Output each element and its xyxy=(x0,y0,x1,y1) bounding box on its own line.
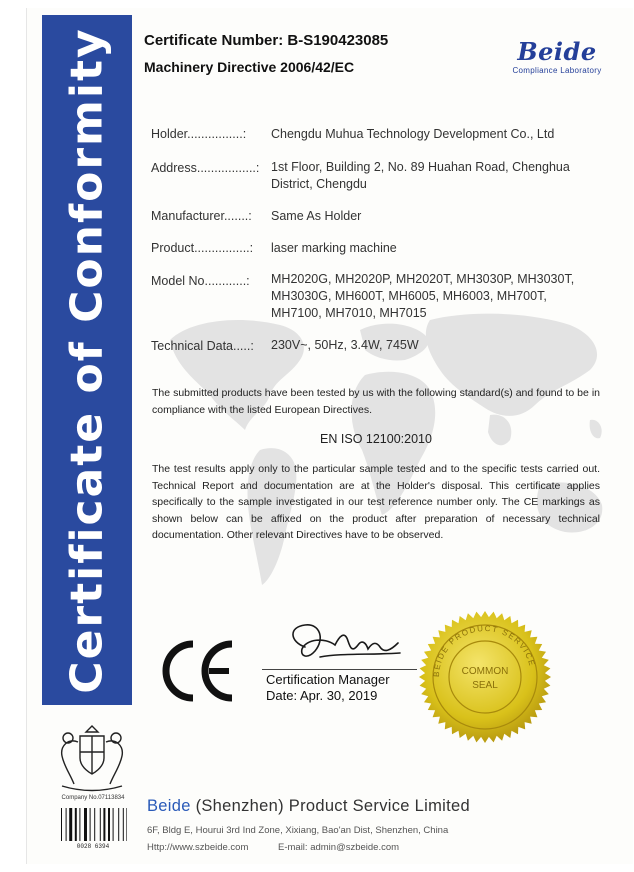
holder-label: Holder................: xyxy=(151,127,247,141)
footer-address: 6F, Bldg E, Hourui 3rd Ind Zone, Xixiang, Bao'an Dist, Shenzhen, China xyxy=(147,825,449,836)
manufacturer-label: Manufacturer.......: xyxy=(151,209,252,223)
certificate-notes: The test results apply only to the particular sample tested and to the specific tests carried out. Technical Report and documentation are at the Holder's disposal. This certificate applies specifically to the sample investigated in our test reference number only. The CE markings as shown below can be affixed on the product after preparation of necessary technical documentation. Other relevant Directives have to be observed. xyxy=(152,463,600,541)
product-value: laser marking machine xyxy=(271,241,397,255)
compliance-statement: The submitted products have been tested by us with the following standard(s) and found to be in compliance with the listed European Directives. xyxy=(152,387,600,416)
standard-reference: EN ISO 12100:2010 xyxy=(320,432,432,446)
seal-center-line2: SEAL xyxy=(472,680,498,691)
holder-value: Chengdu Muhua Technology Development Co., Ltd xyxy=(271,127,555,141)
directive-title: Machinery Directive 2006/42/EC xyxy=(144,59,355,75)
model-no-label: Model No............: xyxy=(151,274,250,288)
product-label: Product................: xyxy=(151,241,254,255)
logo-subtitle: Compliance Laboratory xyxy=(512,66,602,75)
sidebar-banner xyxy=(42,15,132,705)
gold-seal-icon xyxy=(418,610,552,744)
barcode-number: 0028 6394 xyxy=(76,843,110,849)
signatory-title: Certification Manager xyxy=(266,672,390,687)
beide-logo xyxy=(502,37,612,75)
footer-company-name xyxy=(147,797,470,816)
logo-name: Beide xyxy=(517,37,597,66)
manufacturer-value: Same As Holder xyxy=(271,209,362,223)
royal-crest-icon xyxy=(48,720,136,796)
address-label: Address.................: xyxy=(151,161,260,175)
barcode-icon xyxy=(59,807,127,849)
technical-data-label: Technical Data.....: xyxy=(151,339,254,353)
technical-data-value: 230V~, 50Hz, 3.4W, 745W xyxy=(271,338,419,352)
company-number: Company No.07113834 xyxy=(61,795,125,801)
footer-website: Http://www.szbeide.com xyxy=(147,842,249,853)
signature-line xyxy=(262,669,417,670)
footer-company-rest: (Shenzhen) Product Service Limited xyxy=(190,797,470,815)
footer-brand: Beide xyxy=(147,797,191,815)
model-no-value: MH2020G, MH2020P, MH2020T, MH3030P, MH3030T, MH3030G, MH600T, MH6005, MH6003, MH700T, MH7100, MH7010, MH7015 xyxy=(271,272,575,320)
seal-center-line1: COMMON xyxy=(461,666,509,677)
seal-ring-text: BEIDE PRODUCT SERVICE xyxy=(431,623,537,678)
address-value: 1st Floor, Building 2, No. 89 Huahan Road, Chenghua District, Chengdu xyxy=(271,160,570,191)
ce-mark-icon xyxy=(157,636,235,706)
certificate-date: Date: Apr. 30, 2019 xyxy=(266,688,378,703)
certificate-number: Certificate Number: B-S190423085 xyxy=(144,32,389,49)
footer-email: E-mail: admin@szbeide.com xyxy=(278,842,400,853)
sidebar-title: Certificate of Conformity xyxy=(61,26,113,694)
signature-icon xyxy=(280,617,405,667)
